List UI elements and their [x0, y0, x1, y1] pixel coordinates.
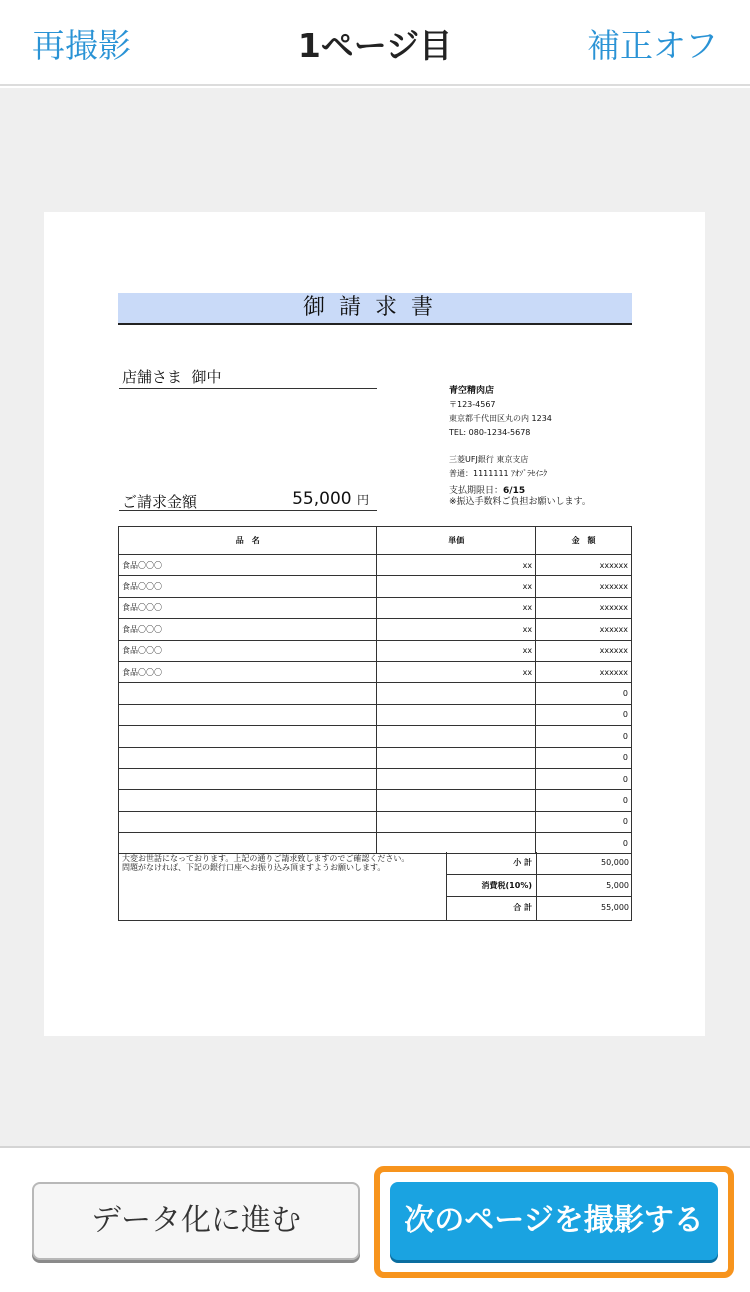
cell-amount: xxxxxx [536, 640, 632, 661]
table-row [119, 661, 632, 682]
cell-item-name [119, 833, 377, 854]
primary-button-highlight [374, 1166, 734, 1278]
tax-value: 5,000 [606, 880, 629, 890]
table-body [119, 555, 632, 854]
header-item-name: 品 名 [119, 527, 377, 555]
cell-item-name [119, 683, 377, 704]
billing-amount [119, 489, 377, 511]
cell-amount: 0 [536, 833, 632, 854]
tax-row [447, 875, 632, 898]
cell-unit-price: xx [377, 661, 536, 682]
top-bar [0, 0, 750, 86]
tax-label: 消費税(10%) [447, 875, 537, 897]
cell-item-name: 食品〇〇〇 [119, 661, 377, 682]
cell-unit-price [377, 683, 536, 704]
items-table [118, 526, 632, 854]
table-row [119, 555, 632, 576]
cell-unit-price [377, 704, 536, 725]
table-row [119, 640, 632, 661]
issuer-tel: TEL: 080-1234-5678 [449, 428, 531, 437]
retake-button[interactable]: 再撮影 [32, 26, 131, 65]
subtotal-value: 50,000 [601, 858, 629, 867]
subtotal-label: 小 計 [447, 852, 537, 874]
header-amount: 金 額 [536, 527, 632, 555]
page-title: 1ページ目 [297, 26, 453, 65]
invoice-message: 大変お世話になっております。上記の通りご請求致しますのでご確認ください。 問題がなければ、下記の銀行口座へお振り込み頂ますようお願いします。 [119, 852, 447, 920]
correction-off-button[interactable]: 補正オフ [586, 26, 718, 65]
due-label: 支払期限日： [449, 486, 504, 496]
subtotal-row [447, 852, 632, 875]
cell-unit-price: xx [377, 597, 536, 618]
cell-unit-price: xx [377, 555, 536, 576]
cell-amount: xxxxxx [536, 661, 632, 682]
invoice-title: 御請求書 [118, 293, 632, 325]
table-row [119, 704, 632, 725]
issuer-address: 東京都千代田区丸の内 1234 [449, 414, 552, 423]
recipient: 店舗さま 御中 [119, 366, 377, 389]
amount-value-wrap [292, 489, 369, 509]
cell-unit-price [377, 811, 536, 832]
total-label: 合 計 [447, 897, 537, 920]
cell-unit-price [377, 790, 536, 811]
cell-item-name [119, 704, 377, 725]
scanned-document [44, 212, 705, 1036]
cell-item-name: 食品〇〇〇 [119, 555, 377, 576]
table-row [119, 747, 632, 768]
cell-item-name: 食品〇〇〇 [119, 597, 377, 618]
cell-unit-price: xx [377, 576, 536, 597]
table-row [119, 811, 632, 832]
amount-label: ご請求金額 [122, 493, 198, 511]
cell-amount: 0 [536, 790, 632, 811]
cell-amount: 0 [536, 747, 632, 768]
bottom-bar [0, 1146, 750, 1292]
scan-preview-area [0, 88, 750, 1146]
cell-item-name [119, 811, 377, 832]
cell-amount: xxxxxx [536, 576, 632, 597]
cell-unit-price: xx [377, 619, 536, 640]
amount-unit: 円 [356, 493, 369, 507]
cell-amount: 0 [536, 683, 632, 704]
cell-unit-price [377, 833, 536, 854]
cell-amount: xxxxxx [536, 619, 632, 640]
table-row [119, 576, 632, 597]
cell-unit-price [377, 726, 536, 747]
cell-amount: xxxxxx [536, 597, 632, 618]
table-row [119, 726, 632, 747]
cell-unit-price: xx [377, 640, 536, 661]
table-row [119, 768, 632, 789]
total-value: 55,000 [601, 903, 629, 913]
cell-amount: 0 [536, 704, 632, 725]
capture-next-page-button[interactable]: 次のページを撮影する [390, 1182, 718, 1260]
table-row [119, 597, 632, 618]
due-date-line [449, 485, 591, 497]
cell-amount: xxxxxx [536, 555, 632, 576]
cell-item-name: 食品〇〇〇 [119, 619, 377, 640]
table-header-row [119, 527, 632, 555]
cell-item-name [119, 747, 377, 768]
cell-item-name: 食品〇〇〇 [119, 640, 377, 661]
proceed-to-data-button[interactable]: データ化に進む [32, 1182, 360, 1260]
table-row [119, 833, 632, 854]
issuer-account: 普通：1111111 ｱｵｿﾞﾗｾｲﾆｸ [449, 469, 548, 478]
cell-unit-price [377, 747, 536, 768]
cell-amount: 0 [536, 811, 632, 832]
totals-section [118, 852, 632, 921]
total-row [447, 897, 632, 920]
fee-note: ※振込手数料ご負担お願いします。 [449, 497, 591, 507]
header-unit-price: 単価 [377, 527, 536, 555]
cell-item-name: 食品〇〇〇 [119, 576, 377, 597]
issuer-bank: 三菱UFJ銀行 東京支店 [449, 455, 529, 464]
cell-item-name [119, 768, 377, 789]
cell-unit-price [377, 768, 536, 789]
issuer-name: 青空精肉店 [449, 386, 495, 396]
cell-item-name [119, 726, 377, 747]
cell-amount: 0 [536, 726, 632, 747]
table-row [119, 619, 632, 640]
issuer-block [449, 384, 591, 508]
amount-value: 55,000 [292, 489, 352, 509]
issuer-postal: 〒123-4567 [449, 400, 496, 409]
cell-amount: 0 [536, 768, 632, 789]
table-row [119, 683, 632, 704]
table-row [119, 790, 632, 811]
cell-item-name [119, 790, 377, 811]
due-date: 6/15 [503, 486, 526, 496]
